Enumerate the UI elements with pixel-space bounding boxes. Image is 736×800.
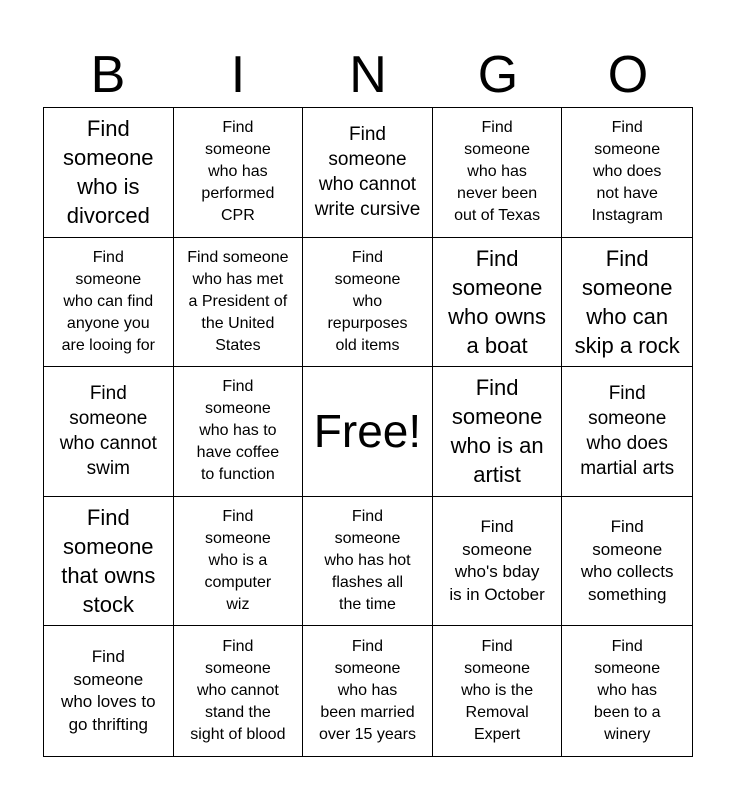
bingo-cell-4-5[interactable] — [562, 497, 692, 627]
header-letter-i: I — [230, 46, 246, 104]
bingo-cell-1-2[interactable] — [174, 108, 304, 238]
bingo-cell-5-3[interactable] — [303, 626, 433, 756]
cell-label: Find someone who has to have coffee to function — [196, 378, 280, 484]
bingo-cell-1-1[interactable] — [44, 108, 174, 238]
bingo-cell-4-1[interactable] — [44, 497, 174, 627]
bingo-cell-1-5[interactable] — [562, 108, 692, 238]
cell-label: Find someone who has hot flashes all the time — [324, 508, 411, 614]
bingo-cell-5-5[interactable] — [562, 626, 692, 756]
bingo-header — [43, 44, 693, 106]
bingo-cell-3-2[interactable] — [174, 367, 304, 497]
cell-label: Find someone who does martial arts — [580, 383, 675, 480]
cell-label: Find someone who cannot write cursive — [314, 124, 421, 221]
bingo-cell-1-3[interactable] — [303, 108, 433, 238]
bingo-cell-3-1[interactable] — [44, 367, 174, 497]
bingo-cell-2-2[interactable] — [174, 238, 304, 368]
cell-label: Find someone who owns a boat — [448, 245, 547, 358]
cell-label: Find someone who has been to a winery — [593, 638, 661, 744]
header-letter-o: O — [607, 46, 649, 104]
cell-label: Find someone who repurposes old items — [327, 248, 408, 354]
bingo-cell-2-4[interactable] — [433, 238, 563, 368]
bingo-cell-2-1[interactable] — [44, 238, 174, 368]
bingo-cell-4-2[interactable] — [174, 497, 304, 627]
header-letter-n: N — [349, 46, 387, 104]
cell-label: Find someone who is divorced — [63, 116, 154, 229]
bingo-cell-2-3[interactable] — [303, 238, 433, 368]
bingo-cell-4-3[interactable] — [303, 497, 433, 627]
cell-label: Find someone who's bday is in October — [449, 517, 545, 604]
cell-label: Find someone that owns stock — [61, 505, 156, 618]
cell-label: Find someone who cannot swim — [59, 383, 157, 480]
bingo-cell-2-5[interactable] — [562, 238, 692, 368]
bingo-cell-3-4[interactable] — [433, 367, 563, 497]
header-letter-g: G — [477, 46, 519, 104]
cell-label: Find someone who has performed CPR — [201, 119, 275, 225]
cell-label: Find someone who has been married over 15 years — [319, 638, 416, 744]
cell-label: Find someone who can skip a rock — [574, 245, 680, 358]
cell-label: Find someone who does not have Instagram — [591, 119, 663, 225]
free-space-label: Free! — [313, 405, 422, 458]
bingo-board — [43, 107, 693, 757]
cell-label: Find someone who is the Removal Expert — [461, 638, 534, 744]
header-letter-b: B — [90, 46, 126, 104]
cell-label: Find someone who can find anyone you are looing for — [61, 248, 155, 354]
bingo-cell-free[interactable] — [303, 367, 433, 497]
cell-label: Find someone who is a computer wiz — [204, 508, 272, 614]
bingo-cell-1-4[interactable] — [433, 108, 563, 238]
cell-label: Find someone who has never been out of Texas — [454, 119, 541, 225]
bingo-cell-3-5[interactable] — [562, 367, 692, 497]
bingo-cell-5-2[interactable] — [174, 626, 304, 756]
cell-label: Find someone who cannot stand the sight of blood — [190, 638, 286, 744]
cell-label: Find someone who loves to go thrifting — [61, 647, 156, 734]
bingo-cell-5-4[interactable] — [433, 626, 563, 756]
cell-label: Find someone who has met a President of the United States — [187, 248, 289, 354]
bingo-cell-4-4[interactable] — [433, 497, 563, 627]
bingo-cell-5-1[interactable] — [44, 626, 174, 756]
cell-label: Find someone who is an artist — [450, 375, 544, 488]
cell-label: Find someone who collects something — [580, 517, 674, 604]
